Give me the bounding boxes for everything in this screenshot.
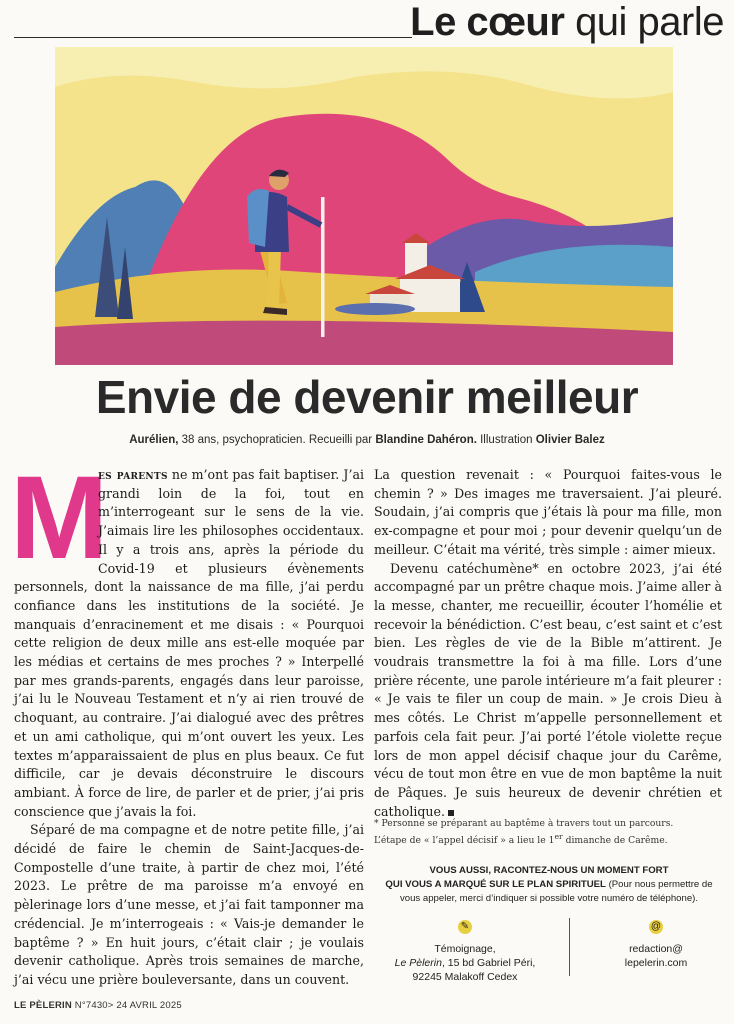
chapel-shadow bbox=[335, 303, 415, 315]
dropcap-letter bbox=[10, 452, 109, 584]
magazine-name: Le Pèlerin bbox=[394, 957, 442, 969]
article-headline: Envie de devenir meilleur bbox=[95, 371, 639, 423]
cta-headline-1: VOUS AUSSI, RACONTEZ-NOUS UN MOMENT FORT bbox=[429, 865, 669, 876]
article-column-left bbox=[10, 452, 365, 990]
at-icon: @ bbox=[650, 921, 662, 932]
cta-note: (Pour nous permettre de vous appeler, merci d’indiquer si possible votre numéro de téléphone). bbox=[399, 879, 713, 904]
footnote bbox=[374, 817, 722, 847]
footnote-line-2-b: dimanche de Carême. bbox=[562, 835, 668, 847]
article-illustration bbox=[55, 47, 673, 365]
section-rule bbox=[14, 37, 412, 38]
article-paragraph-4 bbox=[374, 560, 722, 822]
paragraph-4-text: Devenu catéchumène* en octobre 2023, j’ai été accompagné par un prêtre chaque mois. J’aime aller à la messe, chanter, me recueillir, écouter l’homélie et recevoir la bénédiction. C’est beau, c’est saint et c’est bien. Les règles de vie de la Bible m’attirent. Je voudrais transmettre la foi à ma fille. Lors d’une prière récente, une parole intérieure m’a fait pleurer : « Je vais te filer un coup de main. » Je crois Dieu à mes côtés. Le Christ m’appelle personnellement et parfois cela fait peur. J’ai porté l’étole violette reçue lors de mon appel décisif chaque jour du Carême, vécu de tout mon être en vue de mon baptême la nuit de Pâques. Je suis heureux de devenir chrétien et catholique. bbox=[374, 560, 722, 819]
postal-line-1: Témoignage, bbox=[434, 943, 496, 955]
dropcap-glyph: M bbox=[10, 452, 109, 584]
section-heading bbox=[410, 0, 724, 45]
cta-headline-2: QUI VOUS A MARQUÉ SUR LE PLAN SPIRITUEL bbox=[385, 879, 606, 890]
byline-illus-prefix: Illustration bbox=[476, 434, 536, 446]
postal-line-3: 92245 Malakoff Cedex bbox=[412, 971, 518, 983]
email-contact bbox=[592, 920, 720, 970]
call-to-action bbox=[376, 864, 722, 906]
article-paragraph-2: Séparé de ma compagne et de notre petite fille, j’ai décidé de faire le chemin de Saint-Jacques-de-Compostelle d’une traite, à partir de chez moi, l’été 2023. Le prêtre de ma paroisse m’a envoyé en pèlerinage lors d’une messe, et j’ai fait tamponner ma crédencial. Je m’interrogeais : « Vais-je demander le baptême ? » En huit jours, c’était clair ; je voulais devenir catholique. Après trois semaines de marche, j’ai vécu une prière bouleversante, dans un couvent. bbox=[14, 822, 364, 987]
pilgrim-leg-back bbox=[267, 247, 281, 309]
footnote-line-1: * Personne se préparant au baptême à travers tout un parcours. bbox=[374, 818, 674, 829]
footnote-line-2 bbox=[374, 830, 722, 847]
section-heading-bold: Le cœur bbox=[410, 0, 565, 44]
folio-brand: LE PÈLERIN bbox=[14, 1000, 72, 1011]
pen-icon: ✎ bbox=[458, 920, 472, 934]
contact-divider bbox=[569, 918, 570, 976]
footnote-superscript: er bbox=[554, 832, 563, 841]
end-of-article-mark bbox=[448, 810, 454, 816]
article-paragraph-3: La question revenait : « Pourquoi faites-vous le chemin ? » Des images me traversaient. J’ai pleuré. Soudain, j’ai compris que j’étais là pour ma fille, mon ex-compagne et pour moi ; pour devenir quelqu’un de meilleur. C’était ma vérité, très simple : aimer mieux. bbox=[374, 467, 722, 557]
footnote-line-2-a: L’étape de « l’appel décisif » a lieu le 1 bbox=[374, 835, 555, 847]
postal-contact bbox=[370, 920, 560, 984]
email-line-2: lepelerin.com bbox=[624, 957, 688, 969]
byline-reporter: Blandine Dahéron. bbox=[375, 434, 477, 446]
byline-author: Aurélien, bbox=[129, 434, 179, 446]
email-line-1: redaction@ bbox=[629, 943, 683, 955]
section-heading-light: qui parle bbox=[575, 0, 724, 44]
article-column-right bbox=[374, 466, 722, 821]
postal-street: , 15 bd Gabriel Péri, bbox=[441, 957, 536, 969]
byline-illustrator: Olivier Balez bbox=[535, 434, 605, 446]
folio-issue: N°7430> 24 AVRIL 2025 bbox=[71, 1000, 182, 1011]
postal-line-2 bbox=[370, 956, 560, 970]
byline-details: 38 ans, psychopraticien. Recueilli par bbox=[178, 434, 376, 446]
lead-in: es parents bbox=[98, 467, 168, 482]
pilgrim-landscape-illustration bbox=[55, 47, 673, 365]
page-folio bbox=[14, 1000, 182, 1011]
paragraph-1-text: ne m’ont pas fait baptiser. J’ai grandi loin de la foi, tout en m’interrogeant sur le sens de la vie. J’aimais lire les philosophes occidentaux. Il y a trois ans, après la période du Covid-19 et plusieurs évènements personnels, dont la naissance de ma fille, j’ai perdu confiance dans les institutions de la société. Je manquais d’enracinement et me disais : « Pourquoi cette religion de deux mille ans est-elle moquée par les médias et certains de mes proches ? » Interpellé par mes grands-parents, engagés dans leur paroisse, j’ai lu le Nouveau Testament et n’y ai rien trouvé de choquant, au contraire. J’ai dialogué avec des prêtres et un ami catholique, qui m’ont ouvert les yeux. Les textes m’apparaissaient de plus en plus beaux. Ce fut difficile, car je devais déconstruire le discours ambiant. À force de lire, de parler et de prier, j’ai pris conscience que j’avais la foi. bbox=[14, 467, 365, 819]
walking-staff bbox=[321, 197, 325, 337]
article-byline bbox=[0, 434, 734, 446]
